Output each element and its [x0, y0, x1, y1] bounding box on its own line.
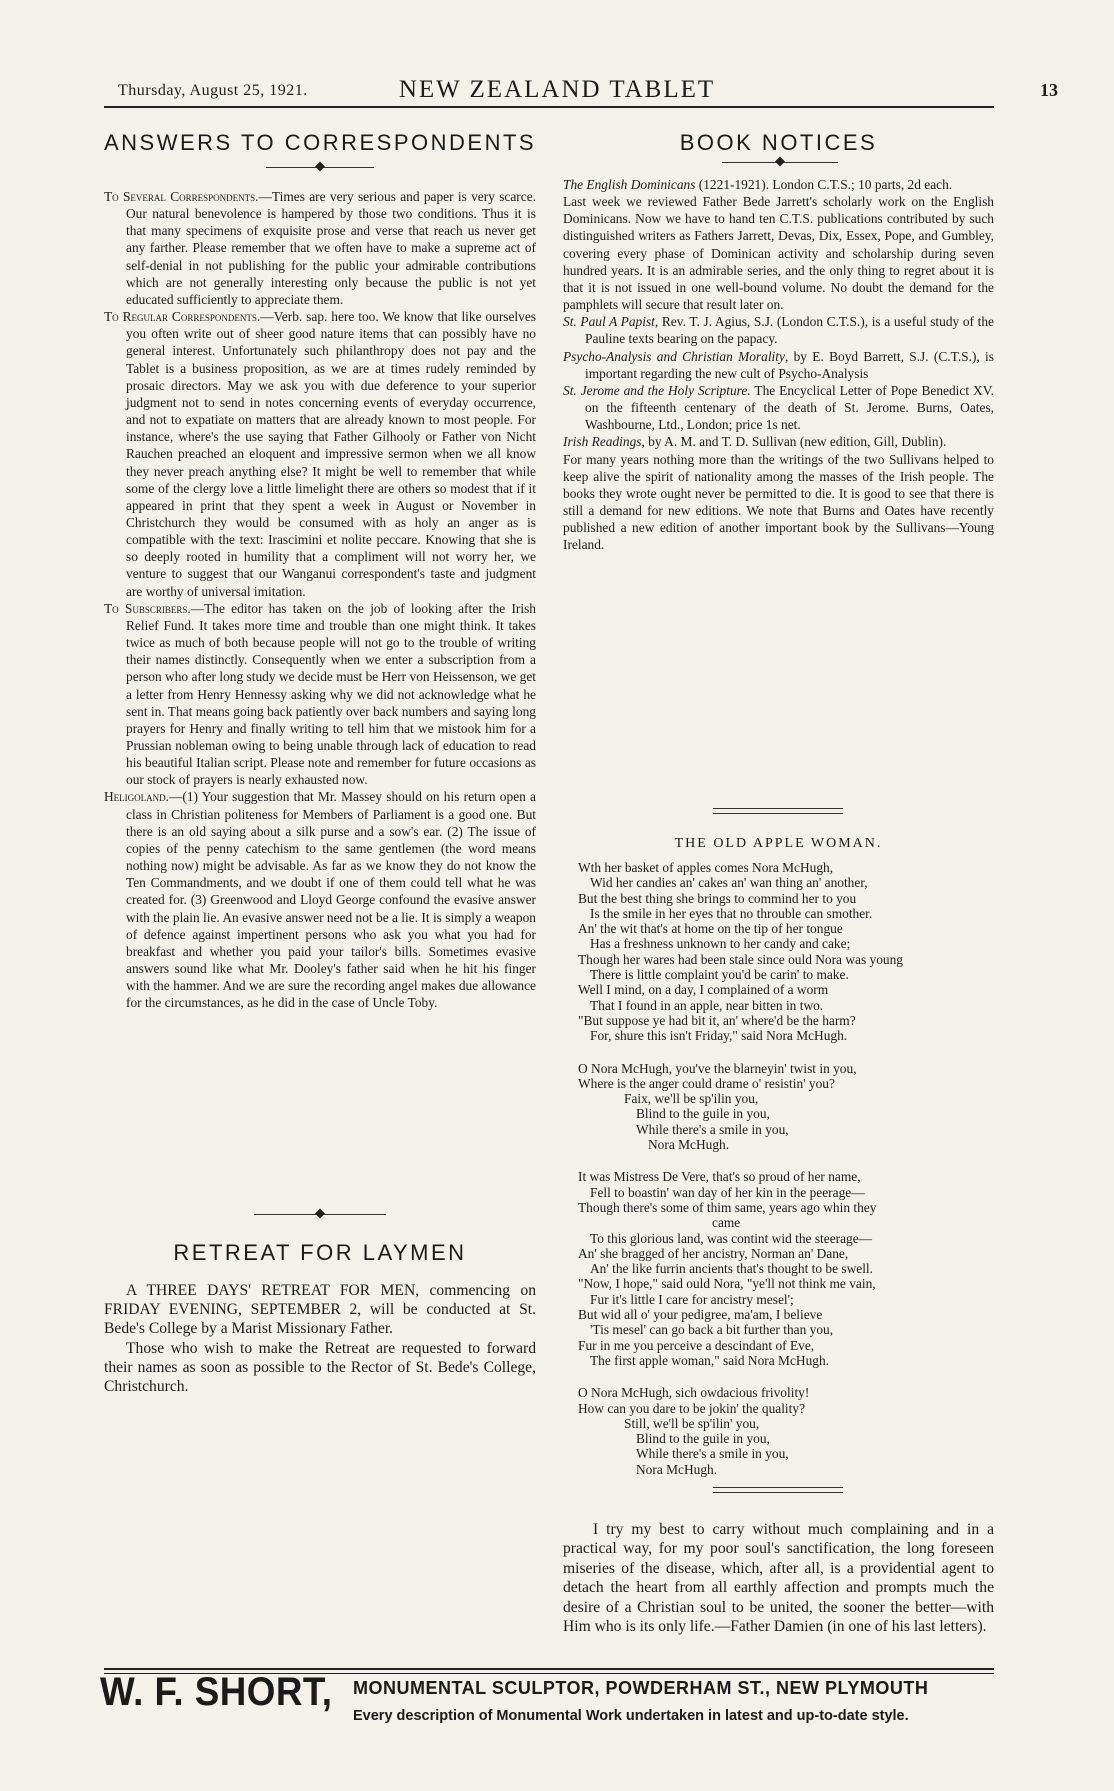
- poem-line: To this glorious land, was contint wid the steerage—: [590, 1230, 873, 1246]
- retreat-paragraph: Those who wish to make the Retreat are requested to forward their names as soon as possible to the Rector of St. Bede's College, Christchurch.: [104, 1339, 536, 1396]
- poem-end-rule: [713, 1487, 843, 1493]
- poem-line: came: [712, 1215, 741, 1231]
- poem-line: Though her wares had been stale since ould Nora was young: [578, 951, 903, 967]
- poem-line: While there's a smile in you,: [636, 1446, 789, 1462]
- book-title: The English Dominicans: [563, 177, 696, 192]
- poem-line: An' the like furrin ancients that's thought to be swell.: [590, 1261, 873, 1277]
- book-notice: [563, 176, 994, 193]
- poem-line: For, shure this isn't Friday," said Nora McHugh.: [590, 1028, 848, 1044]
- poem-line: Though there's some of thim same, years ago whin they: [578, 1199, 877, 1215]
- answer-term: Heligoland.: [104, 789, 170, 805]
- book-details: (1221-1921). London C.T.S.; 10 parts, 2d each.: [695, 177, 953, 192]
- poem-line: Blind to the guile in you,: [636, 1106, 770, 1122]
- poem-line: Wid her candies an' cakes an' wan thing an' another,: [590, 875, 868, 891]
- book-title: St. Jerome and the Holy Scripture.: [563, 382, 751, 398]
- poem-line: It was Mistress De Vere, that's so proud of her name,: [578, 1169, 861, 1185]
- page-number: 13: [1040, 80, 1058, 100]
- book-notice: [563, 313, 994, 347]
- header-rule: [104, 106, 994, 108]
- quote-text: I try my best to carry without much complaining and in a practical way, for my poor soul's sanctification, the long foreseen miseries of the disease, which, after all, is a providential agent to detach the heart from all earthly affection and prompts much the desire of a Christian soul to be united, the sooner the better—with Him who is its only life.—Father Damien (in one of his last letters).: [563, 1521, 994, 1636]
- poem-line: Has a freshness unknown to her candy and cake;: [590, 936, 851, 952]
- poem-line: An' the wit that's at home on the tip of her tongue: [578, 921, 843, 937]
- poem-line: That I found in an apple, near bitten in two.: [590, 997, 824, 1013]
- book-title: Irish Readings: [563, 434, 642, 450]
- answers-end-rule: [254, 1214, 386, 1215]
- poem-line: Faix, we'll be sp'ilin you,: [624, 1091, 759, 1107]
- book-notice: [563, 433, 994, 450]
- poem-stanza: [578, 860, 994, 1044]
- poem-stanza: [578, 1385, 994, 1477]
- poem-line: While there's a smile in you,: [636, 1121, 789, 1137]
- poem-line: Fell to boastin' wan day of her kin in the peerage—: [590, 1184, 865, 1200]
- retreat-heading: RETREAT FOR LAYMEN: [173, 1240, 467, 1265]
- retreat-paragraph: A THREE DAYS' RETREAT FOR MEN, commencing on FRIDAY EVENING, SEPTEMBER 2, will be conducted at St. Bede's College by a Marist Missionary Father.: [104, 1282, 536, 1338]
- poem-line: Blind to the guile in you,: [636, 1431, 770, 1447]
- answer-term: To Several Correspondents.: [104, 189, 259, 204]
- advert-line-2: Every description of Monumental Work undertaken in latest and up-to-date style.: [353, 1708, 909, 1724]
- poem-line: Fur it's little I care for ancistry mesel';: [590, 1291, 794, 1307]
- books-end-rule: [713, 808, 843, 814]
- book-notices-column: [563, 176, 994, 553]
- book-review: Last week we reviewed Father Bede Jarrett's scholarly work on the English Dominicans. Now we have to hand ten C.T.S. publications contributed by such distinguished writers as Fathers Jarrett, Devas, Dix, Essex, Pope, and Gumbley, covering every phase of Dominican activity and scholarship during seven hundred years. It is an admirable series, and the only thing to regret about it is that it is not issued in one well-bound volume. No doubt the demand for the pamphlets will secure that result later on.: [563, 194, 994, 313]
- book-review: For many years nothing more than the writings of the two Sullivans helped to keep alive the spirit of nationality among the masses of the Irish people. The books they wrote ought never be permitted to die. It is good to see that there is still a demand for new editions. We note that Burns and Oates have recently published a new edition of another important book by the Sullivans—Young Ireland.: [563, 451, 994, 553]
- answer-term: To Regular Correspondents.: [104, 309, 261, 325]
- masthead-title: NEW ZEALAND TABLET: [398, 76, 716, 103]
- poem-line: Fur in me you perceive a descindant of Eve,: [578, 1337, 815, 1353]
- book-notice: [563, 382, 994, 433]
- poem-line: Is the smile in her eyes that no throuble can smother.: [590, 905, 873, 921]
- poem-line: 'Tis mesel' can go back a bit further than you,: [590, 1322, 834, 1338]
- answer-entry: [104, 600, 536, 789]
- poem-stanza: [578, 1061, 994, 1153]
- poem-line: Still, we'll be sp'ilin' you,: [624, 1415, 760, 1431]
- book-notice: [563, 348, 994, 382]
- poem-line: How can you dare to be jokin' the quality?: [578, 1400, 806, 1416]
- answers-column: [104, 188, 536, 1012]
- poem-title: THE OLD APPLE WOMAN.: [674, 836, 883, 851]
- book-title: St. Paul A Papist: [563, 314, 655, 330]
- poem-line: Nora McHugh.: [636, 1461, 718, 1477]
- issue-date: Thursday, August 25, 1921.: [118, 82, 308, 99]
- poem-line: O Nora McHugh, you've the blarneyin' twist in you,: [578, 1060, 857, 1076]
- damien-quote: [563, 1520, 994, 1636]
- book-details: , by A. M. and T. D. Sullivan (new edition, Gill, Dublin).: [641, 434, 947, 450]
- poem-line: But wid all o' your pedigree, ma'am, I believe: [578, 1307, 823, 1323]
- poem-line: Wth her basket of apples comes Nora McHugh,: [578, 860, 834, 875]
- answer-text: —Times are very serious and paper is very scarce. Our natural benevolence is hampered by those two conditions. Thus it is that many specimens of exquisite prose and verse that reach us never get any farther. Please remember that we often have to make a supreme act of self-denial in not publishing for the public your admirable contributions which are not generally interesting only because the public is not yet educated sufficiently to appreciate them.: [126, 189, 537, 307]
- poem-line: An' she bragged of her ancistry, Norman an' Dane,: [578, 1245, 849, 1261]
- answer-text: —Verb. sap. here too. We know that like ourselves you often write out of sheer good nature items that can possibly have no general interest. Unfortunately such philanthropy does not pay and the Tablet is a business proposition, as we are at times rudely reminded by prosaic directors. May we ask you with due deference to your superior judgment not to send in notes concerning events of everyday occurrence, and not to expatiate on matters that are already known to most people. For instance, where's the use saying that Father Gilhooly or Father von Nicht Rauchen preached an eloquent and impressive sermon when we all know they never preach anything else? It might be well to remember that while some of the clergy love a little limelight there are others so modest that if it appeared in print that they spent a week in August or November in Christchurch they would be consumed with as holy an anger as is compatible with the text: Irascimini et nolite peccare. Knowing that she is so deeply rooted in humility that a compliment will not worry her, we venture to suggest that our Wanganui correspondent's taste and judgment are worthy of universal imitation.: [126, 309, 537, 599]
- book-details: The Encyclical Letter of Pope Benedict XV. on the fifteenth centenary of the death of St. Jerome. Burns, Oates, Washbourne, Ltd., London; price 1s net.: [585, 382, 994, 433]
- poem-line: But the best thing she brings to commind her to you: [578, 890, 857, 906]
- retreat-body: [104, 1281, 536, 1396]
- advert-line-1: MONUMENTAL SCULPTOR, POWDERHAM ST., NEW PLYMOUTH: [353, 1678, 929, 1698]
- answer-term: To Subscribers.: [104, 600, 191, 616]
- answer-entry: [104, 188, 536, 308]
- poem: [578, 860, 994, 1494]
- answers-ornament-rule: [266, 167, 374, 168]
- poem-line: Where is the anger could drame o' resistin' you?: [578, 1075, 835, 1091]
- books-ornament-rule: [722, 162, 838, 163]
- book-title: Psycho-Analysis and Christian Morality: [563, 348, 785, 364]
- book-notices-heading: BOOK NOTICES: [679, 130, 878, 155]
- answer-entry: [104, 788, 536, 1011]
- poem-stanza: [578, 1169, 994, 1368]
- book-details: , by E. Boyd Barrett, S.J. (C.T.S.), is important regarding the new cult of Psycho-Analysis: [585, 348, 994, 381]
- answer-entry: [104, 308, 536, 600]
- answer-text: —(1) Your suggestion that Mr. Massey should on his return open a class in Christian politeness for Members of Parliament is a good one. But there is an old saying about a silk purse and a sow's ear. (2) The issue of copies of the penny catechism to the same gentlemen (the word means nothing now) might be advisable. As far as we know they do not know the Ten Commandments, and we doubt if one of them could tell what he was created for. (3) Greenwood and Lloyd George confound the evasive answer with the plain lie. An evasive answer need not be a lie. It is simply a weapon of defence against impertinent persons who ask you what you had for breakfast and whether you paid your tailor's bills. Sometimes evasive answers sound like what Mr. Dooley's father said when he hit his finger with the hammer. And we are sure the recording angel makes due allowance for the circumstances, as he did in the case of Uncle Toby.: [126, 789, 536, 1011]
- poem-line: There is little complaint you'd be carin' to make.: [590, 967, 849, 983]
- poem-line: "But suppose ye had bit it, an' where'd be the harm?: [578, 1012, 856, 1028]
- poem-line: The first apple woman," said Nora McHugh.: [590, 1352, 829, 1368]
- poem-line: "Now, I hope," said ould Nora, "ye'll not think me vain,: [578, 1276, 876, 1292]
- poem-line: O Nora McHugh, sich owdacious frivolity!: [578, 1385, 810, 1401]
- answer-text: —The editor has taken on the job of looking after the Irish Relief Fund. It takes more time and trouble than one might think. It takes twice as much of both because people will not go to the trouble of writing their names distinctly. Consequently when we enter a subscription from a person who after long study we decide must be Herr von Heissenson, we get a letter from Henry Hennessy asking why we did not acknowledge what he sent in. That means going back patiently over back numbers and saying long prayers for Henry and finally writing to tell him that we mistook him for a Prussian nobleman owing to being unable through lack of education to read his beautiful Italian script. Please note and remember for future occasions as our stock of prayers is nearly exhausted now.: [126, 600, 536, 788]
- poem-line: Nora McHugh.: [648, 1137, 730, 1153]
- advertiser-name: W. F. SHORT,: [100, 1670, 333, 1714]
- book-details: , Rev. T. J. Agius, S.J. (London C.T.S.), is a useful study of the Pauline texts bearing on the papacy.: [585, 314, 995, 347]
- poem-line: Well I mind, on a day, I complained of a worm: [578, 982, 829, 998]
- answers-heading: ANSWERS TO CORRESPONDENTS: [104, 130, 537, 155]
